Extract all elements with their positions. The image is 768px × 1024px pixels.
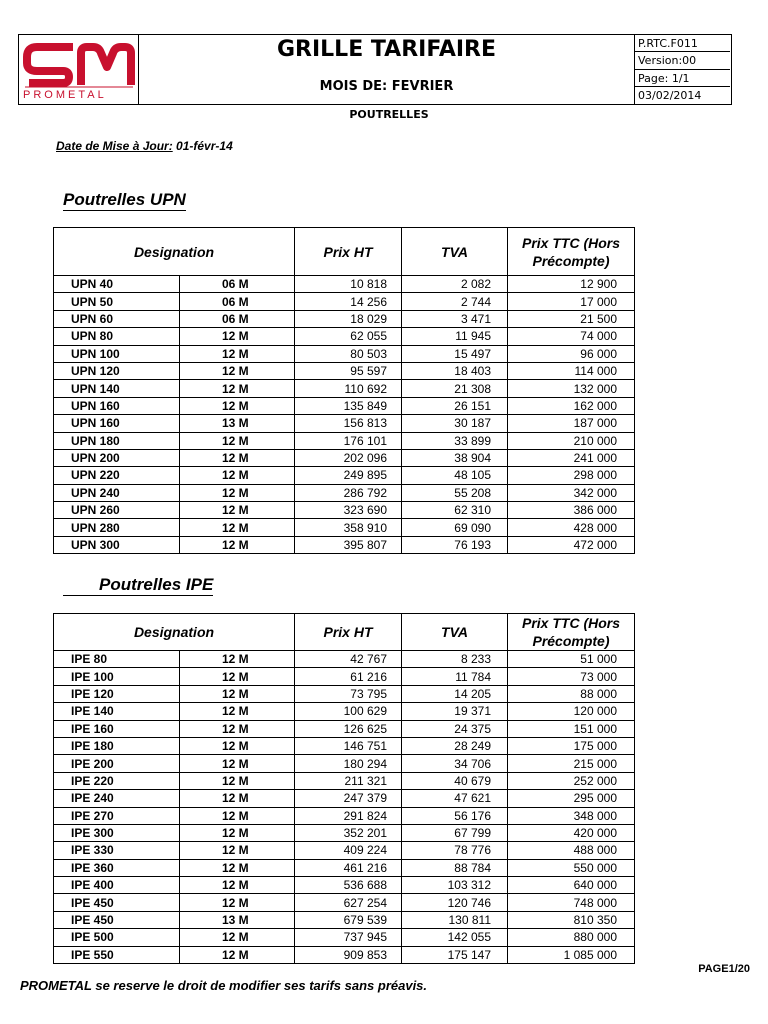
cell-tva: 142 055	[402, 929, 508, 946]
doc-page: Page: 1/1	[635, 70, 730, 87]
cell-designation: UPN 40	[54, 276, 180, 293]
cell-tva: 2 744	[402, 293, 508, 310]
cell-length: 12 M	[180, 929, 295, 946]
cell-designation: IPE 270	[54, 807, 180, 824]
cell-prix-ht: 249 895	[295, 467, 402, 484]
page-number: PAGE1/20	[698, 963, 750, 975]
cell-prix-ht: 126 625	[295, 720, 402, 737]
cell-prix-ttc: 17 000	[508, 293, 635, 310]
cell-tva: 19 371	[402, 703, 508, 720]
cell-prix-ht: 461 216	[295, 859, 402, 876]
cell-designation: UPN 280	[54, 519, 180, 536]
cell-prix-ttc: 151 000	[508, 720, 635, 737]
col-designation: Designation	[54, 228, 295, 276]
cell-tva: 40 679	[402, 772, 508, 789]
cell-designation: UPN 160	[54, 415, 180, 432]
cell-prix-ttc: 472 000	[508, 536, 635, 553]
table-row	[54, 380, 635, 397]
cell-prix-ttc: 51 000	[508, 651, 635, 668]
cell-designation: UPN 100	[54, 345, 180, 362]
cell-tva: 56 176	[402, 807, 508, 824]
company-logo	[19, 35, 139, 104]
cell-prix-ttc: 12 900	[508, 276, 635, 293]
title-block	[139, 35, 635, 104]
cell-designation: UPN 50	[54, 293, 180, 310]
cell-length: 12 M	[180, 362, 295, 379]
cell-length: 12 M	[180, 397, 295, 414]
cell-prix-ht: 180 294	[295, 755, 402, 772]
cell-tva: 34 706	[402, 755, 508, 772]
cell-length: 12 M	[180, 824, 295, 841]
cell-prix-ttc: 252 000	[508, 772, 635, 789]
cell-tva: 8 233	[402, 651, 508, 668]
cell-tva: 103 312	[402, 877, 508, 894]
cell-prix-ttc: 880 000	[508, 929, 635, 946]
cell-designation: IPE 120	[54, 685, 180, 702]
cell-designation: IPE 240	[54, 790, 180, 807]
cell-prix-ht: 679 539	[295, 911, 402, 928]
cell-length: 12 M	[180, 380, 295, 397]
logo-wordmark: PROMETAL	[23, 89, 107, 101]
cell-length: 12 M	[180, 755, 295, 772]
cell-length: 12 M	[180, 807, 295, 824]
cell-designation: UPN 240	[54, 484, 180, 501]
cell-designation: UPN 120	[54, 362, 180, 379]
cell-prix-ttc: 120 000	[508, 703, 635, 720]
cell-prix-ht: 176 101	[295, 432, 402, 449]
cell-prix-ht: 358 910	[295, 519, 402, 536]
cell-prix-ttc: 295 000	[508, 790, 635, 807]
cell-prix-ttc: 73 000	[508, 668, 635, 685]
cell-designation: UPN 220	[54, 467, 180, 484]
cell-length: 12 M	[180, 703, 295, 720]
cell-prix-ttc: 348 000	[508, 807, 635, 824]
cell-prix-ttc: 298 000	[508, 467, 635, 484]
ipe-title: Poutrelles IPE	[63, 575, 213, 596]
cell-tva: 55 208	[402, 484, 508, 501]
table-row	[54, 737, 635, 754]
cell-prix-ht: 80 503	[295, 345, 402, 362]
col-tva: TVA	[402, 228, 508, 276]
cell-tva: 62 310	[402, 502, 508, 519]
cell-prix-ttc: 640 000	[508, 877, 635, 894]
col-tva: TVA	[402, 614, 508, 651]
cell-length: 12 M	[180, 894, 295, 911]
cell-designation: IPE 100	[54, 668, 180, 685]
col-prix-ht: Prix HT	[295, 614, 402, 651]
cell-tva: 76 193	[402, 536, 508, 553]
upn-table	[53, 227, 635, 554]
cell-prix-ttc: 162 000	[508, 397, 635, 414]
cell-prix-ttc: 420 000	[508, 824, 635, 841]
cell-prix-ht: 100 629	[295, 703, 402, 720]
table-row	[54, 842, 635, 859]
cell-prix-ttc: 74 000	[508, 328, 635, 345]
gm-logo-mark	[23, 39, 135, 89]
cell-length: 12 M	[180, 859, 295, 876]
cell-designation: IPE 160	[54, 720, 180, 737]
cell-prix-ttc: 88 000	[508, 685, 635, 702]
cell-tva: 21 308	[402, 380, 508, 397]
cell-prix-ht: 737 945	[295, 929, 402, 946]
cell-length: 12 M	[180, 790, 295, 807]
upn-rows	[54, 276, 635, 554]
table-row	[54, 807, 635, 824]
cell-length: 12 M	[180, 946, 295, 963]
cell-prix-ttc: 550 000	[508, 859, 635, 876]
cell-prix-ttc: 748 000	[508, 894, 635, 911]
table-row	[54, 310, 635, 327]
cell-prix-ht: 202 096	[295, 449, 402, 466]
cell-prix-ttc: 132 000	[508, 380, 635, 397]
col-designation: Designation	[54, 614, 295, 651]
cell-prix-ht: 286 792	[295, 484, 402, 501]
cell-tva: 30 187	[402, 415, 508, 432]
cell-prix-ttc: 210 000	[508, 432, 635, 449]
cell-length: 12 M	[180, 467, 295, 484]
cell-tva: 3 471	[402, 310, 508, 327]
cell-tva: 175 147	[402, 946, 508, 963]
table-row	[54, 415, 635, 432]
cell-prix-ht: 73 795	[295, 685, 402, 702]
cell-prix-ttc: 96 000	[508, 345, 635, 362]
cell-designation: IPE 180	[54, 737, 180, 754]
table-row	[54, 519, 635, 536]
cell-prix-ht: 14 256	[295, 293, 402, 310]
table-row	[54, 484, 635, 501]
cell-designation: IPE 400	[54, 877, 180, 894]
cell-length: 12 M	[180, 668, 295, 685]
table-row	[54, 467, 635, 484]
cell-prix-ttc: 215 000	[508, 755, 635, 772]
cell-designation: IPE 80	[54, 651, 180, 668]
cell-length: 12 M	[180, 737, 295, 754]
table-row	[54, 276, 635, 293]
cell-prix-ttc: 21 500	[508, 310, 635, 327]
cell-designation: IPE 450	[54, 911, 180, 928]
col-prix-ttc: Prix TTC (Hors Précompte)	[508, 228, 635, 276]
cell-prix-ht: 211 321	[295, 772, 402, 789]
cell-designation: IPE 360	[54, 859, 180, 876]
table-row	[54, 502, 635, 519]
cell-prix-ht: 95 597	[295, 362, 402, 379]
table-row	[54, 397, 635, 414]
cell-length: 06 M	[180, 276, 295, 293]
cell-length: 12 M	[180, 449, 295, 466]
cell-tva: 28 249	[402, 737, 508, 754]
cell-prix-ht: 352 201	[295, 824, 402, 841]
cell-tva: 78 776	[402, 842, 508, 859]
cell-tva: 2 082	[402, 276, 508, 293]
doc-date: 03/02/2014	[638, 88, 702, 102]
table-row	[54, 929, 635, 946]
table-row	[54, 536, 635, 553]
update-date-label: Date de Mise à Jour:	[56, 139, 173, 153]
cell-tva: 15 497	[402, 345, 508, 362]
cell-prix-ht: 909 853	[295, 946, 402, 963]
cell-prix-ht: 110 692	[295, 380, 402, 397]
cell-tva: 130 811	[402, 911, 508, 928]
col-prix-ht: Prix HT	[295, 228, 402, 276]
cell-length: 12 M	[180, 484, 295, 501]
cell-length: 12 M	[180, 345, 295, 362]
table-row	[54, 432, 635, 449]
table-row	[54, 449, 635, 466]
doc-ref: P.RTC.F011	[635, 35, 730, 52]
cell-designation: UPN 60	[54, 310, 180, 327]
cell-designation: UPN 140	[54, 380, 180, 397]
cell-tva: 88 784	[402, 859, 508, 876]
cell-tva: 26 151	[402, 397, 508, 414]
cell-designation: IPE 220	[54, 772, 180, 789]
table-row	[54, 911, 635, 928]
cell-length: 13 M	[180, 911, 295, 928]
cell-length: 06 M	[180, 293, 295, 310]
cell-prix-ht: 10 818	[295, 276, 402, 293]
cell-prix-ht: 62 055	[295, 328, 402, 345]
table-row	[54, 946, 635, 963]
cell-prix-ttc: 810 350	[508, 911, 635, 928]
cell-designation: UPN 260	[54, 502, 180, 519]
section-heading: POUTRELLES	[349, 108, 429, 121]
ipe-rows	[54, 651, 635, 964]
cell-prix-ht: 536 688	[295, 877, 402, 894]
cell-prix-ht: 156 813	[295, 415, 402, 432]
cell-length: 12 M	[180, 877, 295, 894]
cell-prix-ht: 627 254	[295, 894, 402, 911]
cell-designation: UPN 160	[54, 397, 180, 414]
document-header	[18, 34, 732, 105]
cell-tva: 69 090	[402, 519, 508, 536]
table-row	[54, 345, 635, 362]
cell-prix-ht: 146 751	[295, 737, 402, 754]
cell-designation: IPE 200	[54, 755, 180, 772]
table-row	[54, 824, 635, 841]
cell-tva: 24 375	[402, 720, 508, 737]
cell-prix-ht: 323 690	[295, 502, 402, 519]
cell-length: 12 M	[180, 720, 295, 737]
cell-tva: 47 621	[402, 790, 508, 807]
cell-length: 12 M	[180, 502, 295, 519]
cell-prix-ttc: 114 000	[508, 362, 635, 379]
doc-version: Version:00	[635, 52, 730, 69]
cell-designation: UPN 80	[54, 328, 180, 345]
cell-prix-ttc: 342 000	[508, 484, 635, 501]
cell-tva: 48 105	[402, 467, 508, 484]
cell-prix-ht: 409 224	[295, 842, 402, 859]
table-row	[54, 293, 635, 310]
cell-length: 12 M	[180, 651, 295, 668]
cell-prix-ttc: 241 000	[508, 449, 635, 466]
cell-length: 12 M	[180, 432, 295, 449]
document-title: GRILLE TARIFAIRE	[276, 37, 497, 62]
table-row	[54, 328, 635, 345]
cell-designation: UPN 180	[54, 432, 180, 449]
cell-prix-ht: 247 379	[295, 790, 402, 807]
table-row	[54, 859, 635, 876]
cell-prix-ht: 61 216	[295, 668, 402, 685]
table-row	[54, 668, 635, 685]
cell-length: 12 M	[180, 772, 295, 789]
cell-tva: 67 799	[402, 824, 508, 841]
cell-prix-ht: 291 824	[295, 807, 402, 824]
cell-prix-ttc: 175 000	[508, 737, 635, 754]
table-row	[54, 755, 635, 772]
cell-length: 06 M	[180, 310, 295, 327]
cell-tva: 11 945	[402, 328, 508, 345]
cell-prix-ht: 18 029	[295, 310, 402, 327]
cell-prix-ttc: 187 000	[508, 415, 635, 432]
document-meta	[635, 35, 730, 104]
cell-prix-ht: 395 807	[295, 536, 402, 553]
cell-designation: UPN 300	[54, 536, 180, 553]
cell-prix-ht: 135 849	[295, 397, 402, 414]
upn-title: Poutrelles UPN	[63, 190, 186, 209]
update-date	[56, 139, 233, 153]
cell-tva: 18 403	[402, 362, 508, 379]
cell-designation: IPE 140	[54, 703, 180, 720]
cell-length: 12 M	[180, 536, 295, 553]
disclaimer: PROMETAL se reserve le droit de modifier ses tarifs sans préavis.	[20, 978, 428, 993]
ipe-table	[53, 613, 635, 964]
cell-designation: IPE 500	[54, 929, 180, 946]
cell-length: 12 M	[180, 685, 295, 702]
cell-prix-ttc: 386 000	[508, 502, 635, 519]
cell-length: 13 M	[180, 415, 295, 432]
table-row	[54, 703, 635, 720]
table-row	[54, 362, 635, 379]
cell-tva: 120 746	[402, 894, 508, 911]
cell-prix-ttc: 428 000	[508, 519, 635, 536]
col-prix-ttc: Prix TTC (Hors Précompte)	[508, 614, 635, 651]
cell-designation: IPE 450	[54, 894, 180, 911]
cell-prix-ttc: 1 085 000	[508, 946, 635, 963]
cell-length: 12 M	[180, 328, 295, 345]
table-row	[54, 651, 635, 668]
month-label: MOIS DE: FEVRIER	[319, 79, 454, 94]
cell-tva: 11 784	[402, 668, 508, 685]
update-date-value: 01-févr-14	[176, 139, 233, 153]
table-row	[54, 877, 635, 894]
table-row	[54, 790, 635, 807]
cell-tva: 33 899	[402, 432, 508, 449]
cell-length: 12 M	[180, 842, 295, 859]
cell-designation: IPE 330	[54, 842, 180, 859]
table-row	[54, 720, 635, 737]
cell-tva: 38 904	[402, 449, 508, 466]
cell-designation: UPN 200	[54, 449, 180, 466]
cell-designation: IPE 550	[54, 946, 180, 963]
cell-designation: IPE 300	[54, 824, 180, 841]
cell-prix-ttc: 488 000	[508, 842, 635, 859]
cell-tva: 14 205	[402, 685, 508, 702]
table-row	[54, 685, 635, 702]
cell-prix-ht: 42 767	[295, 651, 402, 668]
cell-length: 12 M	[180, 519, 295, 536]
table-row	[54, 894, 635, 911]
table-row	[54, 772, 635, 789]
